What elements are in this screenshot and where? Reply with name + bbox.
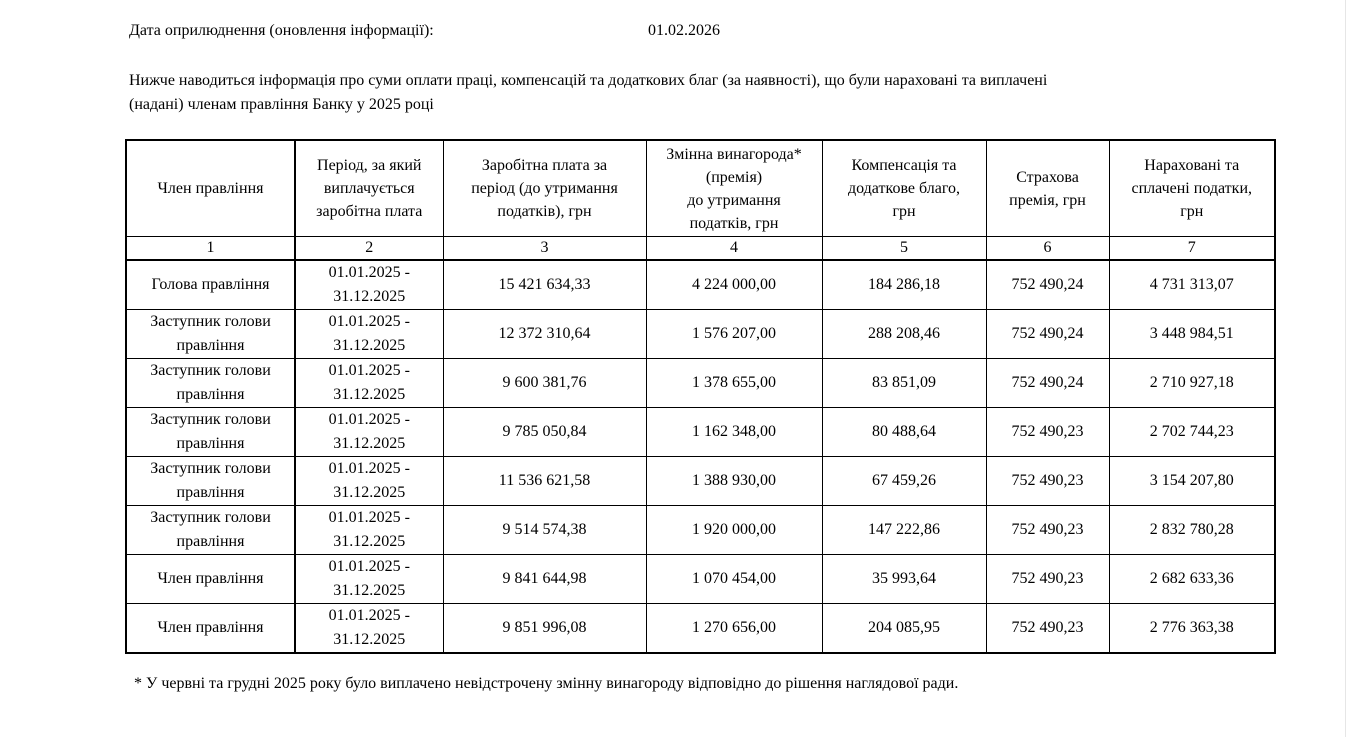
column-number: 1 [126, 237, 295, 261]
table-row [126, 457, 1275, 506]
cell-salary: 9 785 050,84 [443, 408, 646, 457]
cell-member-line: правління [176, 386, 245, 403]
table-header-row [126, 140, 1275, 237]
column-header-line: Заробітна плата за [481, 157, 608, 174]
column-number: 4 [646, 237, 822, 261]
column-header-line: Змінна винагорода* [666, 145, 802, 163]
column-header-line: Член правління [157, 180, 264, 197]
cell-period [295, 555, 443, 604]
cell-taxes: 3 448 984,51 [1109, 310, 1275, 359]
cell-insurance: 752 490,23 [986, 604, 1109, 654]
table-row [126, 359, 1275, 408]
column-number: 3 [443, 237, 646, 261]
cell-insurance: 752 490,24 [986, 310, 1109, 359]
cell-period-line: 31.12.2025 [333, 337, 406, 354]
column-header-line: податків, грн [689, 214, 779, 232]
cell-insurance: 752 490,23 [986, 408, 1109, 457]
table-row [126, 555, 1275, 604]
cell-variable-pay: 1 070 454,00 [646, 555, 822, 604]
cell-member [126, 555, 295, 604]
cell-variable-pay: 1 920 000,00 [646, 506, 822, 555]
cell-taxes: 2 682 633,36 [1109, 555, 1275, 604]
cell-member-line: Голова правління [151, 276, 270, 293]
cell-period-line: 01.01.2025 - [328, 460, 410, 477]
cell-compensation: 35 993,64 [822, 555, 986, 604]
column-number: 2 [295, 237, 443, 261]
cell-compensation: 204 085,95 [822, 604, 986, 654]
cell-taxes: 3 154 207,80 [1109, 457, 1275, 506]
cell-member-line: Член правління [157, 619, 264, 636]
cell-salary: 15 421 634,33 [443, 260, 646, 310]
column-header-6 [986, 140, 1109, 237]
cell-insurance: 752 490,23 [986, 555, 1109, 604]
cell-period-line: 01.01.2025 - [328, 362, 410, 379]
cell-variable-pay: 1 388 930,00 [646, 457, 822, 506]
cell-period-line: 01.01.2025 - [328, 264, 410, 281]
cell-member [126, 310, 295, 359]
table-row [126, 604, 1275, 654]
cell-member [126, 408, 295, 457]
cell-salary: 12 372 310,64 [443, 310, 646, 359]
cell-period [295, 310, 443, 359]
column-header-line: Компенсація та [851, 157, 957, 174]
cell-period [295, 260, 443, 310]
column-number-row [126, 237, 1275, 261]
cell-period [295, 506, 443, 555]
cell-member [126, 604, 295, 654]
column-header-4 [646, 140, 822, 237]
cell-insurance: 752 490,23 [986, 457, 1109, 506]
cell-period [295, 408, 443, 457]
cell-period-line: 01.01.2025 - [328, 411, 410, 428]
cell-taxes: 2 710 927,18 [1109, 359, 1275, 408]
intro-text [129, 69, 1229, 117]
cell-member [126, 506, 295, 555]
cell-salary: 9 851 996,08 [443, 604, 646, 654]
column-header-line: грн [1180, 203, 1204, 220]
cell-member [126, 457, 295, 506]
cell-period-line: 01.01.2025 - [328, 558, 410, 575]
cell-insurance: 752 490,24 [986, 359, 1109, 408]
cell-taxes: 2 832 780,28 [1109, 506, 1275, 555]
cell-member-line: Заступник голови [150, 313, 271, 330]
cell-period-line: 31.12.2025 [333, 435, 406, 452]
table-row [126, 506, 1275, 555]
cell-variable-pay: 1 162 348,00 [646, 408, 822, 457]
column-header-3 [443, 140, 646, 237]
cell-variable-pay: 1 378 655,00 [646, 359, 822, 408]
cell-period [295, 359, 443, 408]
cell-salary: 9 600 381,76 [443, 359, 646, 408]
column-header-1 [126, 140, 295, 237]
table-row [126, 408, 1275, 457]
column-header-line: період (до утримання [471, 180, 618, 197]
column-number: 5 [822, 237, 986, 261]
column-header-line: до утримання [687, 191, 781, 209]
cell-compensation: 147 222,86 [822, 506, 986, 555]
column-number: 6 [986, 237, 1109, 261]
cell-compensation: 288 208,46 [822, 310, 986, 359]
cell-salary: 9 514 574,38 [443, 506, 646, 555]
cell-period-line: 31.12.2025 [333, 533, 406, 550]
cell-member [126, 359, 295, 408]
column-header-line: виплачується [323, 180, 415, 197]
cell-period [295, 604, 443, 654]
publication-label: Дата оприлюднення (оновлення інформації): [129, 22, 434, 39]
board-payments-table [125, 139, 1276, 654]
cell-insurance: 752 490,23 [986, 506, 1109, 555]
intro-line-1: Нижче наводиться інформація про суми оплати праці, компенсацій та додаткових благ (за наявності), що були нараховані та виплачені [129, 72, 1048, 89]
column-header-line: премія, грн [1009, 191, 1086, 209]
cell-period-line: 31.12.2025 [333, 631, 406, 648]
table-row [126, 310, 1275, 359]
cell-salary: 11 536 621,58 [443, 457, 646, 506]
cell-member-line: Заступник голови [150, 509, 271, 526]
column-header-line: сплачені податки, [1131, 180, 1253, 197]
cell-member-line: правління [176, 337, 245, 354]
cell-compensation: 83 851,09 [822, 359, 986, 408]
cell-member [126, 260, 295, 310]
column-header-line: Період, за який [317, 157, 422, 174]
cell-period-line: 31.12.2025 [333, 288, 406, 305]
cell-period-line: 01.01.2025 - [328, 607, 410, 624]
cell-member-line: правління [176, 484, 245, 501]
column-header-line: додаткове благо, [847, 180, 960, 197]
cell-salary: 9 841 644,98 [443, 555, 646, 604]
column-header-line: (премія) [705, 168, 763, 186]
cell-member-line: правління [176, 533, 245, 550]
cell-variable-pay: 1 576 207,00 [646, 310, 822, 359]
cell-period-line: 31.12.2025 [333, 484, 406, 501]
cell-period-line: 31.12.2025 [333, 386, 406, 403]
column-header-line: заробітна плата [316, 203, 423, 220]
column-header-line: податків), грн [497, 203, 592, 220]
cell-variable-pay: 4 224 000,00 [646, 260, 822, 310]
cell-variable-pay: 1 270 656,00 [646, 604, 822, 654]
cell-compensation: 184 286,18 [822, 260, 986, 310]
column-header-line: Нараховані та [1144, 157, 1240, 174]
cell-taxes: 2 776 363,38 [1109, 604, 1275, 654]
cell-compensation: 67 459,26 [822, 457, 986, 506]
cell-period-line: 31.12.2025 [333, 582, 406, 599]
cell-insurance: 752 490,24 [986, 260, 1109, 310]
footnote: * У червні та грудні 2025 року було виплачено невідстрочену змінну винагороду відповідно до рішення наглядової ради. [134, 675, 959, 692]
cell-taxes: 2 702 744,23 [1109, 408, 1275, 457]
cell-member-line: Заступник голови [150, 362, 271, 379]
cell-member-line: правління [176, 435, 245, 452]
cell-member-line: Заступник голови [150, 460, 271, 477]
table-row [126, 260, 1275, 310]
cell-period-line: 01.01.2025 - [328, 509, 410, 526]
column-header-2 [295, 140, 443, 237]
publication-date: 01.02.2026 [648, 22, 720, 39]
table-body [126, 260, 1275, 653]
column-header-line: грн [892, 203, 916, 220]
column-header-5 [822, 140, 986, 237]
cell-period [295, 457, 443, 506]
intro-line-2: (надані) членам правління Банку у 2025 році [129, 96, 434, 113]
column-header-line: Страхова [1016, 168, 1079, 186]
cell-period-line: 01.01.2025 - [328, 313, 410, 330]
cell-member-line: Член правління [157, 570, 264, 587]
column-number: 7 [1109, 237, 1275, 261]
cell-taxes: 4 731 313,07 [1109, 260, 1275, 310]
cell-compensation: 80 488,64 [822, 408, 986, 457]
cell-member-line: Заступник голови [150, 411, 271, 428]
column-header-7 [1109, 140, 1275, 237]
